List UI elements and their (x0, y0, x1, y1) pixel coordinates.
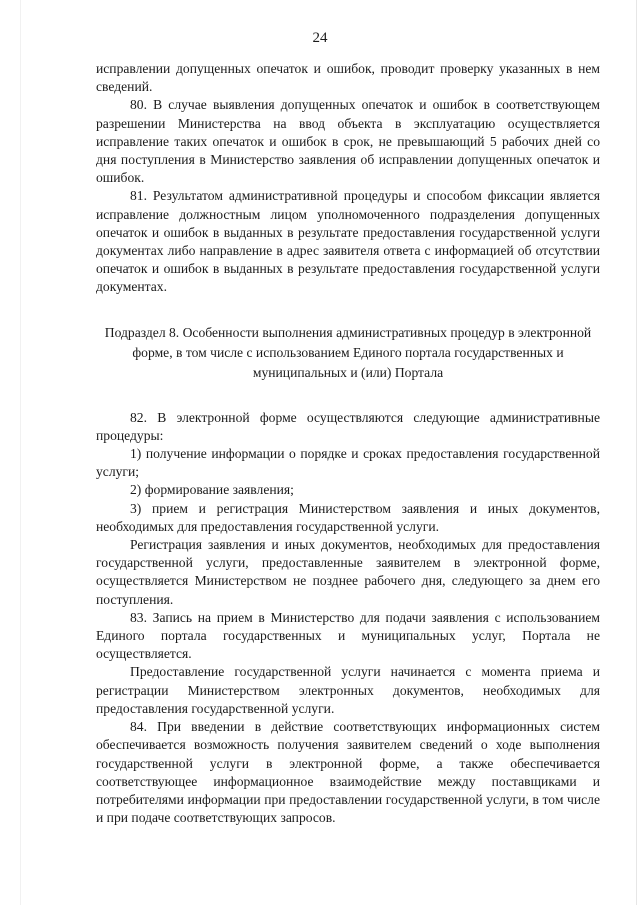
scan-edge-left (20, 0, 21, 905)
paragraph-service-start: Предоставление государственной услуги начинается с момента приема и регистрации Министерством электронных документов, необходимых для предоставления государственной услуги. (96, 664, 600, 716)
list-item-2: 2) формирование заявления; (130, 482, 294, 498)
document-body (96, 60, 600, 827)
paragraph-84: 84. При введении в действие соответствующих информационных систем обеспечивается возможность получения заявителем сведений о ходе выполнения государственной услуги в электронной форме, а также обеспечивается соответствующее информационное взаимодействие между поставщиками и потребителями информации при предоставлении государственной услуги, в том числе и при подаче соответствующих запросов. (96, 719, 600, 826)
list-item-1: 1) получение информации о порядке и сроках предоставления государственной услуги; (96, 446, 600, 480)
paragraph-83: 83. Запись на прием в Министерство для подачи заявления с использованием Единого портала государственных и муниципальных услуг, Портала не осуществляется. (96, 609, 600, 662)
paragraph-registration: Регистрация заявления и иных документов, необходимых для предоставления государственной услуги, предоставленные заявителем в электронной форме, осуществляется Министерством не позднее рабочего дня, следующего за днем его поступления. (96, 537, 600, 607)
subsection-heading: Подраздел 8. Особенности выполнения административных процедур в электронной форме, в том числе с использованием Единого портала государственных и муниципальных и (или) Портала (104, 324, 592, 380)
paragraph-80: 80. В случае выявления допущенных опечаток и ошибок в соответствующем разрешении Министерства на ввод объекта в эксплуатацию осуществляется исправление таких опечаток и ошибок в срок, не превышающий 5 рабочих дней со дня поступления в Министерство заявления об исправлении допущенных опечаток и ошибок. (96, 97, 600, 186)
paragraph-81: 81. Результатом административной процедуры и способом фиксации является исправление должностным лицом уполномоченного подразделения допущенных опечаток и ошибок в выданных в результате предоставления государственной услуги документах либо направление в адрес заявителя ответа с информацией об отсутствии опечаток и ошибок в выданных в результате предоставления государственной услуги документах. (96, 188, 600, 295)
paragraph-82: 82. В электронной форме осуществляются следующие административные процедуры: (96, 409, 600, 443)
paragraph-continued: исправлении допущенных опечаток и ошибок, проводит проверку указанных в нем сведений. (96, 61, 600, 95)
scan-edge-right (636, 0, 637, 905)
page-number: 24 (312, 30, 328, 46)
list-item-3: 3) прием и регистрация Министерством заявления и иных документов, необходимых для предоставления государственной услуги. (96, 500, 600, 534)
